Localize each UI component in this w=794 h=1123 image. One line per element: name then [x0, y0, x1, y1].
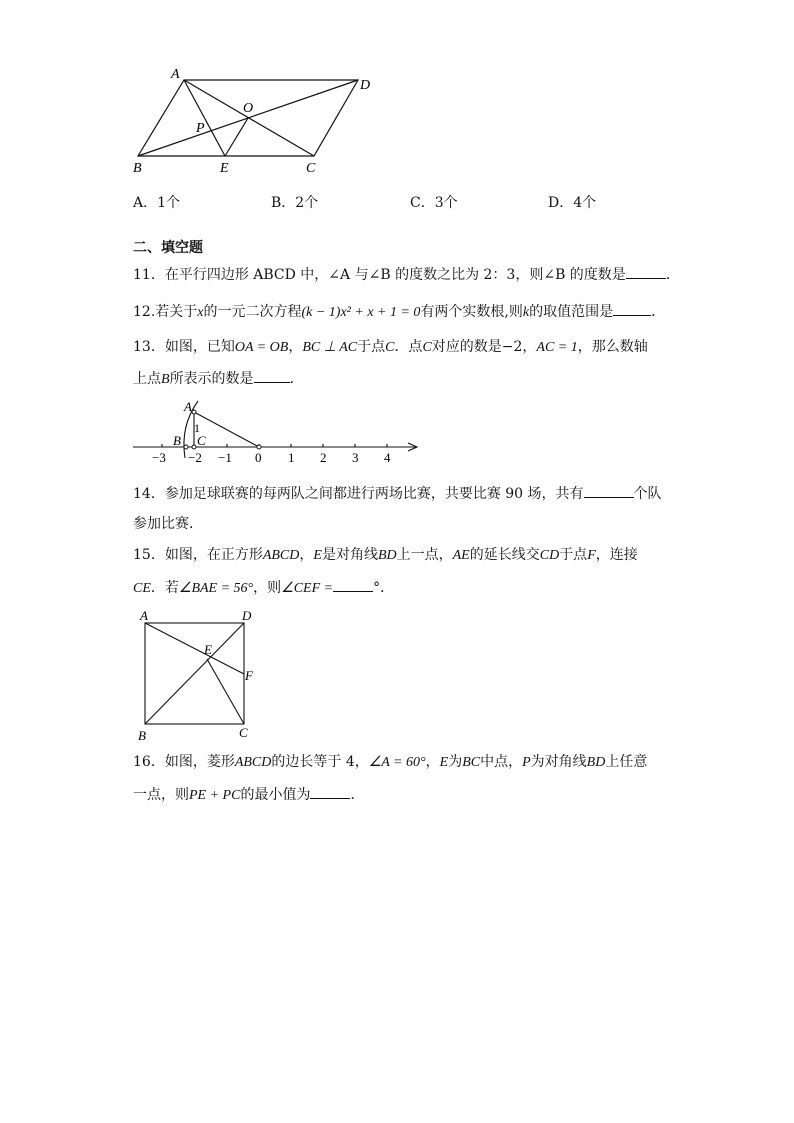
q13-sep2: ， [522, 339, 537, 355]
option-b[interactable]: B．2个 [271, 195, 319, 211]
label-a: A [171, 67, 180, 82]
question-15-line2 [133, 577, 394, 599]
q16-point-p: P [522, 755, 531, 770]
tick-label-1: 1 [288, 450, 295, 465]
q12-equation: (k − 1)x² + x + 1 = 0 [301, 305, 421, 320]
q15-cd: CD [539, 548, 560, 563]
q13-cond-ac: AC = 1 [536, 340, 578, 355]
option-d[interactable]: D．4个 [548, 195, 597, 211]
q15-line2-mid: ．若 [150, 580, 179, 596]
question-14-line1 [133, 483, 662, 504]
nl-label-a: A [184, 399, 192, 414]
q16-end: ． [350, 787, 365, 803]
point-c [192, 445, 196, 449]
q13-line2-post: 所表示的数是 [169, 371, 254, 387]
question-16-line1 [133, 752, 647, 773]
q13-cond-oa-ob: OA = OB [234, 340, 289, 355]
q16-line2-post: 的最小值为 [240, 787, 311, 803]
q16-expression: PE + PC [189, 788, 241, 803]
q16-post: 上任意 [605, 754, 648, 770]
q11-answer-blank[interactable] [626, 264, 666, 279]
question-14-line2: 参加比赛． [133, 516, 203, 532]
numberline-figure [128, 396, 428, 466]
tick-label-3: 3 [352, 450, 359, 465]
q13-post: ，那么数轴 [577, 339, 648, 355]
q15-point-e: E [313, 548, 322, 563]
question-13-line2 [133, 368, 304, 390]
diagonal-bd [145, 623, 244, 724]
q15-pre: 15．如图，在正方形 [133, 547, 263, 563]
q16-mid3: 中点， [480, 754, 523, 770]
label-p: P [196, 121, 205, 136]
q16-answer-blank[interactable] [310, 784, 350, 799]
q12-var-x: x [197, 305, 204, 320]
q13-mid2: ．点 [394, 339, 423, 355]
tick-label-0: 0 [255, 450, 262, 465]
question-13-line1 [133, 337, 648, 358]
label-b: B [133, 161, 142, 176]
q16-mid4: 为对角线 [530, 754, 587, 770]
q13-line2-pre: 上点 [133, 371, 161, 387]
q12-pre: 12.若关于 [133, 304, 198, 320]
square-figure [132, 606, 262, 744]
point-origin [257, 445, 261, 449]
q13-point-b: B [161, 372, 170, 387]
label-c: C [306, 161, 316, 176]
q16-bd: BD [586, 755, 606, 770]
q15-post: ，连接 [595, 547, 638, 563]
q16-rhombus: ABCD [234, 755, 272, 770]
q15-end: °． [373, 580, 395, 596]
section-title: 二、填空题 [133, 240, 203, 256]
q16-pre: 16．如图，菱形 [133, 754, 235, 770]
q15-mid1: 是对角线 [321, 547, 378, 563]
q16-angle: ∠A = 60° [368, 755, 426, 770]
q15-ask: ∠CEF = [281, 581, 334, 596]
point-a [192, 410, 196, 414]
segment-af [145, 623, 244, 674]
segment-eo [225, 118, 248, 156]
q16-line2-pre: 一点，则 [133, 787, 189, 803]
sq-label-f: F [245, 668, 253, 683]
question-12 [133, 301, 665, 323]
q12-answer-blank[interactable] [613, 301, 651, 316]
label-o: O [243, 101, 254, 116]
q14-answer-blank[interactable] [584, 483, 634, 498]
sq-label-a: A [140, 608, 148, 623]
q15-answer-blank[interactable] [333, 577, 373, 592]
sq-label-b: B [138, 728, 146, 743]
nl-label-c: C [197, 433, 206, 448]
tick-label-2: 2 [320, 450, 327, 465]
q11-end: ． [665, 267, 680, 283]
question-11 [133, 264, 680, 285]
q13-mid: 于点 [357, 339, 386, 355]
label-e: E [220, 161, 229, 176]
sq-label-d: D [242, 608, 252, 623]
point-b [184, 445, 188, 449]
q13-value: −2 [501, 339, 523, 355]
nl-label-one: 1 [194, 421, 200, 435]
q15-bd: BD [377, 548, 397, 563]
q12-mid: 的一元二次方程 [203, 304, 302, 320]
q11-text: 11．在平行四边形 ABCD 中，∠A 与∠B 的度数之比为 2：3，则∠B 的度数是 [133, 267, 626, 283]
q14-text: 14．参加足球联赛的每两队之间都进行两场比赛，共要比赛 90 场，共有 [133, 486, 584, 502]
q13-end: ． [289, 371, 304, 387]
q12-end: ． [651, 304, 666, 320]
q15-square: ABCD [262, 548, 300, 563]
sq-label-e: E [204, 642, 212, 657]
tick-label-neg2: −2 [188, 450, 202, 465]
q15-line2-mid2: ，则 [253, 580, 282, 596]
q15-mid2: 上一点， [396, 547, 453, 563]
q15-mid3: 的延长线交 [469, 547, 540, 563]
q15-ce: CE [133, 581, 151, 596]
q12-tail: 的取值范围是 [529, 304, 614, 320]
tick-label-4: 4 [384, 450, 391, 465]
q13-answer-blank[interactable] [254, 368, 290, 383]
q16-mid: 的边长等于 4， [271, 754, 369, 770]
q13-cond-bc-ac: BC ⊥ AC [302, 340, 358, 355]
q13-point-c: C [385, 340, 395, 355]
tick-label-neg3: −3 [152, 450, 166, 465]
q13-point-c2: C [422, 340, 432, 355]
q16-point-e: E [439, 755, 449, 770]
q15-ae: AE [452, 548, 470, 563]
q15-point-f: F [587, 548, 596, 563]
label-d: D [360, 78, 371, 93]
option-c[interactable]: C．3个 [410, 195, 458, 211]
nl-label-b: B [173, 433, 181, 448]
question-16-line2 [133, 784, 364, 806]
parallelogram-figure [128, 62, 378, 180]
q12-post: 有两个实数根,则 [420, 304, 523, 320]
q16-sep: ， [425, 754, 440, 770]
q15-angle: ∠BAE = 56° [178, 581, 254, 596]
tick-label-neg1: −1 [218, 450, 232, 465]
option-a[interactable]: A．1个 [133, 195, 181, 211]
question-15-line1 [133, 545, 638, 566]
q16-mid2: 为 [448, 754, 463, 770]
q15-sep: ， [299, 547, 314, 563]
q13-pre: 13．如图，已知 [133, 339, 235, 355]
q12-var-k: k [522, 305, 530, 320]
segment-ec [207, 659, 244, 724]
q14-post: 个队 [633, 486, 662, 502]
q15-mid4: 于点 [559, 547, 588, 563]
q13-mid3: 对应的数是 [431, 339, 502, 355]
sq-label-c: C [239, 725, 248, 740]
q13-sep: ， [288, 339, 303, 355]
q16-bc: BC [462, 755, 481, 770]
